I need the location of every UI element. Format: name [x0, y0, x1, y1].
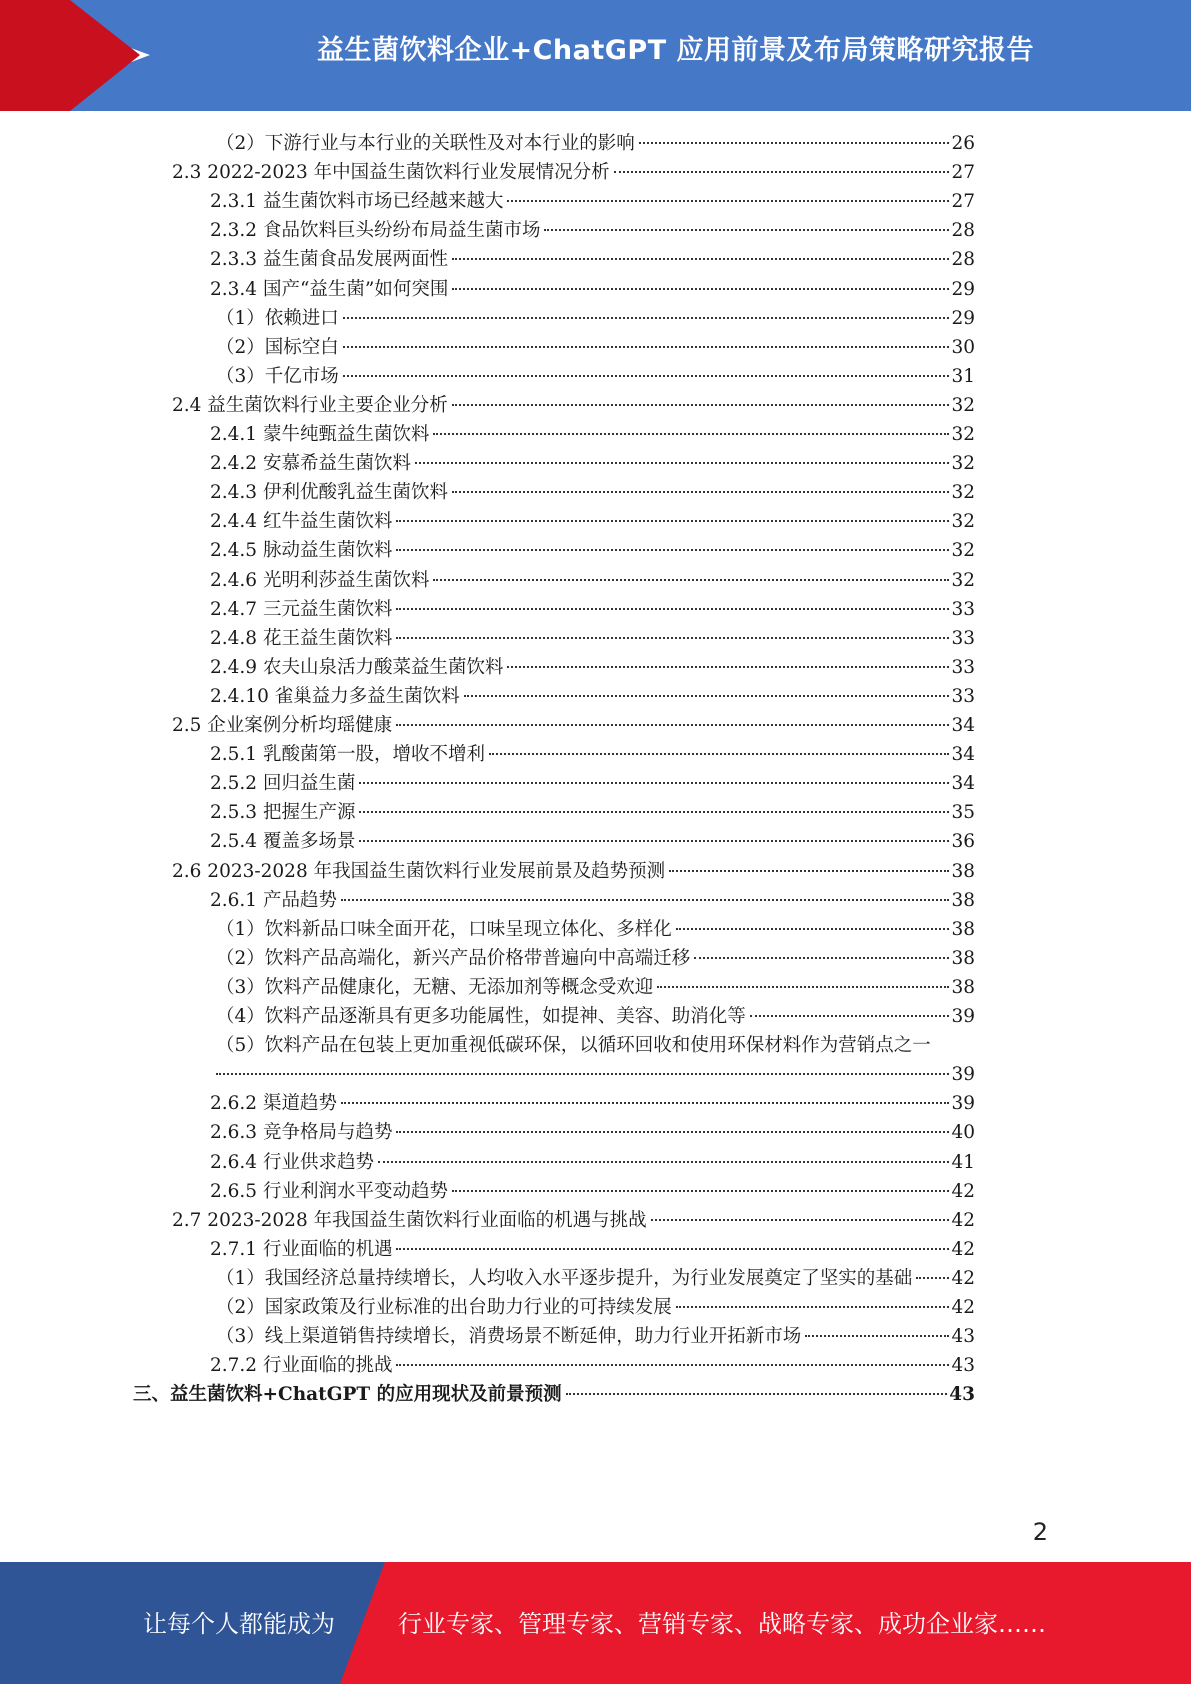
toc-leader-dots — [452, 404, 950, 406]
footer-slogan-left: 让每个人都能成为 — [143, 1610, 335, 1638]
toc-entry-page: 32 — [951, 482, 975, 504]
toc-entry[interactable] — [210, 1117, 975, 1148]
toc-entry-text: 2.5.2 回归益生菌 — [210, 773, 356, 795]
toc-leader-dots — [452, 491, 949, 493]
toc-entry-text: （2）饮料产品高端化，新兴产品价格带普遍向中高端迁移 — [216, 947, 691, 969]
toc-entry[interactable] — [210, 681, 975, 712]
toc-leader-dots — [359, 840, 949, 842]
report-title: 益生菌饮料企业+ChatGPT 应用前景及布局策略研究报告 — [316, 35, 1035, 66]
toc-leader-dots — [916, 1277, 949, 1279]
toc-entry[interactable] — [210, 419, 975, 450]
toc-entry-page: 33 — [951, 656, 975, 678]
toc-leader-dots — [566, 1393, 948, 1395]
toc-entry-text: 2.4.6 光明利莎益生菌饮料 — [210, 569, 430, 591]
toc-leader-dots — [651, 1219, 950, 1221]
toc-entry[interactable] — [216, 914, 975, 945]
toc-leader-dots — [669, 870, 949, 872]
toc-entry-continuation[interactable] — [216, 1059, 975, 1090]
toc-entry-page: 29 — [951, 307, 975, 329]
toc-entry[interactable] — [210, 1147, 975, 1178]
toc-chapter-entry[interactable] — [133, 1379, 975, 1410]
toc-entry-page: 42 — [951, 1267, 975, 1289]
toc-entry-page: 31 — [951, 365, 975, 387]
toc-entry[interactable] — [210, 186, 975, 217]
toc-leader-dots — [433, 433, 949, 435]
toc-entry[interactable] — [216, 943, 975, 974]
toc-entry[interactable] — [210, 885, 975, 916]
header-red-arrow — [70, 0, 140, 111]
toc-entry-page: 43 — [951, 1326, 975, 1348]
toc-entry[interactable] — [172, 390, 975, 421]
toc-leader-dots — [544, 229, 949, 231]
toc-entry-text: 2.4.3 伊利优酸乳益生菌饮料 — [210, 482, 448, 504]
toc-entry-page: 33 — [951, 685, 975, 707]
toc-entry-text: （2）下游行业与本行业的关联性及对本行业的影响 — [216, 133, 635, 154]
toc-entry-text: 2.6.4 行业供求趋势 — [210, 1151, 374, 1173]
toc-entry[interactable] — [210, 826, 975, 857]
toc-entry[interactable] — [210, 768, 975, 799]
toc-leader-dots — [396, 724, 949, 726]
toc-entry[interactable] — [216, 361, 975, 392]
toc-entry-text: 2.5 企业案例分析均瑶健康 — [172, 715, 393, 736]
toc-entry[interactable] — [172, 856, 975, 887]
toc-entry-page: 34 — [951, 744, 975, 766]
toc-entry-page: 39 — [951, 1064, 975, 1086]
toc-leader-dots — [750, 1015, 950, 1017]
toc-entry-page: 38 — [951, 860, 975, 882]
toc-entry[interactable] — [210, 215, 975, 246]
toc-entry-text: 2.3.2 食品饮料巨头纷纷布局益生菌市场 — [210, 220, 541, 242]
toc-leader-dots — [216, 1073, 949, 1075]
toc-entry-page: 29 — [951, 278, 975, 300]
toc-leader-dots — [396, 520, 949, 522]
toc-entry-text: 2.3 2022-2023 年中国益生菌饮料行业发展情况分析 — [172, 162, 610, 184]
toc-entry-text: 2.4.9 农夫山泉活力酸菜益生菌饮料 — [210, 656, 504, 678]
toc-entry-page: 33 — [951, 598, 975, 620]
toc-entry-text: 2.6.5 行业利润水平变动趋势 — [210, 1180, 448, 1202]
toc-entry-text: 2.4.7 三元益生菌饮料 — [210, 598, 393, 620]
toc-entry-text: 2.5.3 把握生产源 — [210, 802, 356, 824]
toc-entry-page: 40 — [951, 1122, 975, 1144]
toc-entry-text: 2.3.4 国产“益生菌”如何突围 — [210, 278, 449, 300]
toc-entry-text: 2.4.4 红牛益生菌饮料 — [210, 511, 393, 533]
toc-leader-dots — [433, 579, 949, 581]
toc-leader-dots — [507, 200, 949, 202]
page-footer — [0, 1562, 1191, 1684]
toc-leader-dots — [396, 1248, 949, 1250]
toc-entry-text: 2.4.1 蒙牛纯甄益生菌饮料 — [210, 424, 430, 445]
toc-entry-page: 42 — [951, 1180, 975, 1202]
toc-entry-page: 34 — [951, 715, 975, 736]
toc-entry-text: 2.6.3 竞争格局与趋势 — [210, 1122, 393, 1144]
toc-entry-page: 32 — [951, 394, 975, 416]
toc-entry[interactable] — [210, 1088, 975, 1119]
toc-entry-text: （4）饮料产品逐渐具有更多功能属性，如提神、美容、助消化等 — [216, 1006, 746, 1027]
toc-leader-dots — [676, 928, 950, 930]
toc-entry-page: 32 — [951, 511, 975, 533]
toc-leader-dots — [396, 1131, 949, 1133]
toc-entry-text: 2.6 2023-2028 年我国益生菌饮料行业发展前景及趋势预测 — [172, 860, 666, 882]
toc-entry-text: （3）线上渠道销售持续增长，消费场景不断延伸，助力行业开拓新市场 — [216, 1326, 802, 1348]
toc-entry-text: 2.7.1 行业面临的机遇 — [210, 1238, 393, 1260]
toc-leader-dots — [507, 666, 949, 668]
toc-leader-dots — [489, 753, 949, 755]
toc-entry-page: 38 — [951, 976, 975, 998]
toc-entry-text: （1）我国经济总量持续增长，人均收入水平逐步提升，为行业发展奠定了坚实的基础 — [216, 1267, 913, 1289]
toc-entry[interactable] — [210, 506, 975, 537]
toc-entry[interactable] — [216, 1263, 975, 1294]
toc-leader-dots — [452, 288, 949, 290]
toc-entry[interactable] — [216, 1030, 975, 1061]
toc-entry[interactable] — [216, 332, 975, 363]
toc-leader-dots — [378, 1161, 949, 1163]
toc-entry-text: 2.7.2 行业面临的挑战 — [210, 1355, 393, 1377]
toc-leader-dots — [396, 1364, 949, 1366]
toc-entry-page: 39 — [951, 1093, 975, 1115]
toc-leader-dots — [396, 608, 949, 610]
header-red-band — [0, 0, 70, 111]
toc-entry-page: 42 — [951, 1209, 975, 1231]
toc-entry[interactable] — [210, 244, 975, 275]
toc-entry-page: 36 — [951, 831, 975, 853]
toc-entry-text: （2）国标空白 — [216, 336, 339, 358]
toc-entry-page: 34 — [951, 773, 975, 795]
toc-leader-dots — [464, 695, 950, 697]
toc-entry-page: 32 — [951, 540, 975, 562]
toc-entry-text: 2.4.8 花王益生菌饮料 — [210, 627, 393, 649]
toc-entry-page: 30 — [951, 336, 975, 358]
toc-entry[interactable] — [210, 652, 975, 683]
toc-entry[interactable] — [210, 565, 975, 596]
toc-entry-text: 2.3.1 益生菌饮料市场已经越来越大 — [210, 191, 504, 213]
toc-entry-text: 2.7 2023-2028 年我国益生菌饮料行业面临的机遇与挑战 — [172, 1209, 647, 1231]
toc-entry-text: （1）饮料新品口味全面开花，口味呈现立体化、多样化 — [216, 918, 672, 940]
toc-entry-text: 2.6.2 渠道趋势 — [210, 1093, 337, 1115]
toc-entry-page: 27 — [951, 162, 975, 184]
toc-leader-dots — [343, 317, 950, 319]
toc-entry-page: 38 — [951, 918, 975, 940]
toc-entry[interactable] — [172, 1205, 975, 1236]
toc-entry-text: 2.5.1 乳酸菌第一股，增收不增利 — [210, 744, 485, 766]
toc-entry[interactable] — [216, 303, 975, 334]
toc-entry[interactable] — [216, 972, 975, 1003]
toc-entry-page: 33 — [951, 627, 975, 649]
toc-entry[interactable] — [210, 623, 975, 654]
toc-entry-page: 42 — [951, 1297, 975, 1318]
toc-entry[interactable] — [210, 594, 975, 625]
toc-leader-dots — [639, 142, 950, 144]
toc-entry-page: 28 — [951, 249, 975, 271]
toc-leader-dots — [359, 811, 949, 813]
toc-entry-text: （1）依赖进口 — [216, 307, 339, 329]
toc-entry-text: 2.5.4 覆盖多场景 — [210, 831, 356, 853]
toc-leader-dots — [657, 986, 949, 988]
toc-leader-dots — [341, 1102, 950, 1104]
toc-entry[interactable] — [210, 477, 975, 508]
footer-slogan-right: 行业专家、管理专家、营销专家、战略专家、成功企业家…… — [398, 1610, 1046, 1638]
toc-entry[interactable] — [172, 710, 975, 741]
toc-leader-dots — [452, 258, 949, 260]
toc-entry-page: 39 — [951, 1006, 975, 1027]
toc-leader-dots — [343, 375, 950, 377]
page-number: 2 — [1032, 1518, 1048, 1546]
toc-entry-text: （2）国家政策及行业标准的出台助力行业的可持续发展 — [216, 1297, 672, 1318]
toc-entry[interactable] — [210, 448, 975, 479]
toc-leader-dots — [396, 549, 949, 551]
toc-entry[interactable] — [216, 1321, 975, 1352]
toc-entry-text: 2.4 益生菌饮料行业主要企业分析 — [172, 394, 448, 416]
toc-entry-page: 32 — [951, 424, 975, 445]
toc-leader-dots — [805, 1335, 949, 1337]
toc-entry-text: 2.6.1 产品趋势 — [210, 889, 337, 911]
toc-leader-dots — [343, 346, 950, 348]
toc-leader-dots — [341, 899, 950, 901]
toc-entry-text: 2.4.5 脉动益生菌饮料 — [210, 540, 393, 562]
toc-entry[interactable] — [210, 739, 975, 770]
toc-entry[interactable] — [216, 1001, 975, 1032]
toc-entry-page: 35 — [951, 802, 975, 824]
toc-entry-text: （3）饮料产品健康化，无糖、无添加剂等概念受欢迎 — [216, 976, 654, 998]
toc-entry-page: 43 — [949, 1384, 975, 1406]
toc-entry-page: 41 — [951, 1151, 975, 1173]
toc-entry-page: 38 — [951, 947, 975, 969]
toc-entry-text: （3）千亿市场 — [216, 365, 339, 387]
toc-entry[interactable] — [210, 1234, 975, 1265]
toc-entry[interactable] — [172, 157, 975, 188]
page-header — [0, 0, 1191, 111]
toc-entry-page: 28 — [951, 220, 975, 242]
toc-leader-dots — [396, 637, 949, 639]
toc-entry-text: （5）饮料产品在包装上更加重视低碳环保，以循环回收和使用环保材料作为营销点之一 — [216, 1035, 931, 1057]
toc-entry[interactable] — [216, 128, 975, 159]
toc-entry[interactable] — [210, 797, 975, 828]
toc-entry-page: 38 — [951, 889, 975, 911]
toc-entry[interactable] — [210, 535, 975, 566]
toc-leader-dots — [694, 957, 949, 959]
toc-entry-page: 26 — [951, 133, 975, 154]
toc-entry[interactable] — [210, 1176, 975, 1207]
toc-leader-dots — [415, 462, 949, 464]
toc-entry-page: 32 — [951, 453, 975, 475]
toc-entry-page: 42 — [951, 1238, 975, 1260]
toc-entry[interactable] — [216, 1292, 975, 1323]
toc-leader-dots — [676, 1306, 950, 1308]
toc-entry-text: 三、益生菌饮料+ChatGPT 的应用现状及前景预测 — [133, 1384, 562, 1406]
toc-entry-text: 2.3.3 益生菌食品发展两面性 — [210, 249, 448, 271]
toc-entry[interactable] — [210, 274, 975, 305]
toc-entry-page: 32 — [951, 569, 975, 591]
toc-entry-text: 2.4.10 雀巢益力多益生菌饮料 — [210, 685, 460, 707]
toc-entry-text: 2.4.2 安慕希益生菌饮料 — [210, 453, 411, 475]
toc-leader-dots — [614, 171, 950, 173]
toc-leader-dots — [359, 782, 949, 784]
toc-leader-dots — [452, 1190, 949, 1192]
toc-entry-page: 27 — [951, 191, 975, 213]
toc-entry-page: 43 — [951, 1355, 975, 1377]
toc-entry[interactable] — [210, 1350, 975, 1381]
